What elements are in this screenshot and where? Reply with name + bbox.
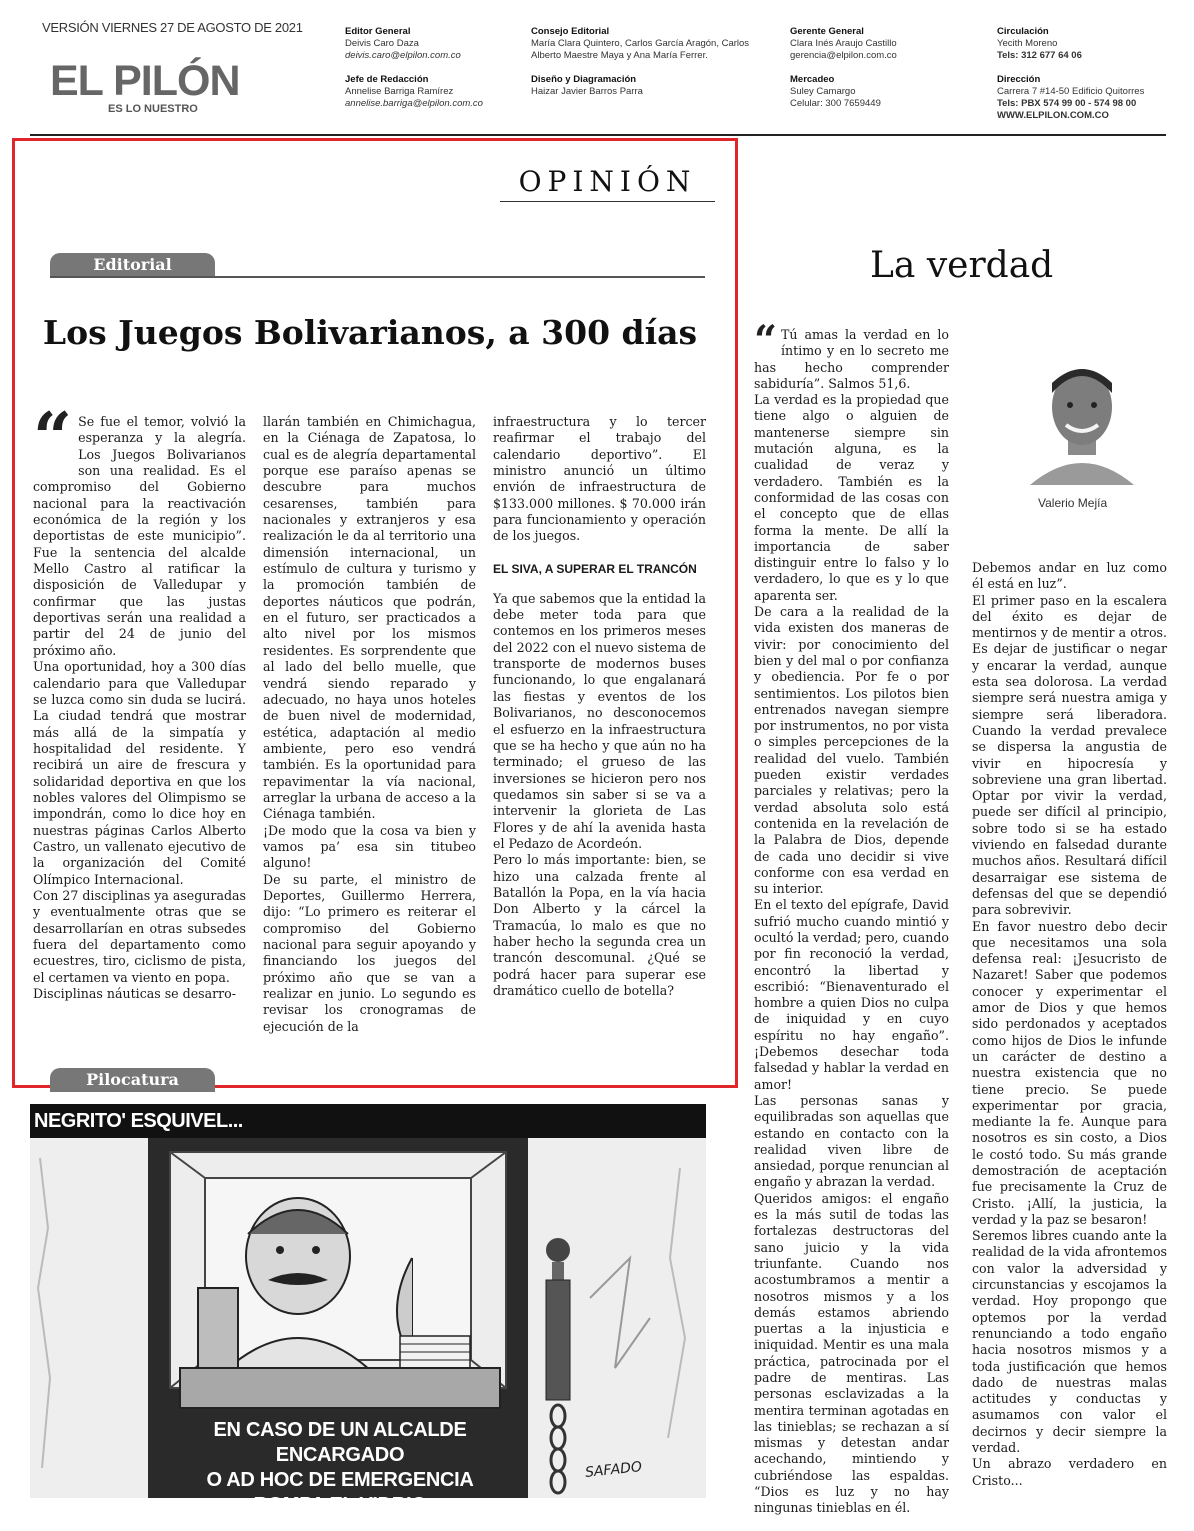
staff-names: María Clara Quintero, Carlos García Aragón, Carlos Alberto Maestre Maya y Ana María Ferrer.: [531, 38, 750, 61]
staff-name: Suley Camargo: [790, 86, 856, 97]
edition-date: VERSIÓN VIERNES 27 DE AGOSTO DE 2021: [42, 20, 303, 35]
author-photo: [1022, 345, 1142, 485]
cartoonist-signature: SAFADO: [584, 1459, 643, 1481]
tab-rule: [50, 276, 705, 278]
paragraph: llarán también en Chimichagua, en la Ciénaga de Zapatosa, lo cual es de alegría departamental porque ese paraíso apenas se descubre para muchos cesarenses, también para nacionales y extranjeros y esa realización le da al territorio una dimensión internacional, un estímulo de cultura y turismo y la promoción también de deportes náuticos que podrán, en el futuro, ser practicados a alto nivel por los mismos residentes. Es sorprendente que al lado del bello muelle, que vendrá siendo reparado y adecuado, no haya unos hoteles de buen nivel de modernidad, estética, adaptación al medio ambiente, pero eso vendrá también. Es la oportunidad para repavimentar la vía nacional, arreglar la urbana de acceso a la Ciénaga también.: [263, 414, 476, 822]
cartoon-caption-line: ROMPA EL VIDRIO: [253, 1494, 427, 1516]
newspaper-logo[interactable]: EL PILÓN: [50, 57, 240, 105]
staff-consejo: [531, 26, 756, 98]
staff-gerente: [790, 26, 980, 110]
paragraph: Tú amas la verdad en lo íntimo y en lo secreto me has hecho comprender sabiduría”. Salmos 51,6.: [754, 327, 949, 391]
staff-phone: Celular: 300 7659449: [790, 98, 881, 109]
paragraph: De su parte, el ministro de Deportes, Guillermo Herrera, dijo: “Lo primero es reiterar el compromiso del Gobierno nacional para seguir apoyando y financiando los juegos del próximo año que se van a realizar en junio. Lo segundo es revisar los cronogramas de ejecución de la: [263, 871, 476, 1034]
paragraph: infraestructura y lo tercer reafirmar el trabajo del calendario deportivo”. El ministro anunció un último envión de infraestructura de $133.000 millones. $ 70.000 irán para funcionamiento y operación de los juegos.: [493, 414, 706, 544]
paragraph: Con 27 disciplinas ya aseguradas y eventualmente otras que se desarrollarían en otras subsedes fuera del departamento como ecuestres, tiro, ciclismo de pista, el certamen va viento en popa.: [33, 887, 246, 985]
staff-role: Jefe de Redacción: [345, 74, 429, 85]
tab-pilocatura[interactable]: Pilocatura: [50, 1068, 215, 1092]
staff-phone: Tels: 312 677 64 06: [997, 50, 1082, 61]
staff-role: Mercadeo: [790, 74, 835, 85]
website-link[interactable]: WWW.ELPILON.COM.CO: [997, 110, 1109, 121]
staff-role: Circulación: [997, 26, 1049, 37]
paragraph: En favor nuestro debo decir que necesitamos una sola defensa real: ¡Jesucristo de Nazaret! Saber que podemos conocer y experimentar el amor de Dios y que hemos sido perdonados y aceptados como hijos de Dios le infunde un carácter de destino a nuestra existencia que no tiene precio. Se puede experimentar por gracia, mediante la fe. Aunque para nosotros es sin costo, a Dios le costó todo. Su más grande demostración de aceptación fue precisamente la Cruz de Cristo. ¡Allí, la justicia, la verdad y la paz se besaron!: [972, 918, 1167, 1227]
staff-name: Yecith Moreno: [997, 38, 1058, 49]
cartoon-caption-line: O AD HOC DE EMERGENCIA: [206, 1469, 474, 1491]
editorial-headline: Los Juegos Bolivarianos, a 300 días: [42, 313, 698, 352]
staff-name: Clara Inés Araujo Castillo: [790, 38, 897, 49]
cartoon-band: NEGRITO' ESQUIVEL...: [30, 1104, 706, 1138]
column-title: La verdad: [870, 245, 1054, 286]
staff-role: Diseño y Diagramación: [531, 74, 637, 85]
staff-email[interactable]: gerencia@elpilon.com.co: [790, 50, 897, 61]
paragraph: Disciplinas náuticas se desarro-: [33, 986, 237, 1002]
staff-role: Gerente General: [790, 26, 864, 37]
paragraph: Debemos andar en luz como él está en luz”.: [972, 560, 1167, 592]
paragraph: Una oportunidad, hoy a 300 días calendario para que Valledupar se luzca como sin duda se lucirá. La ciudad tendrá que mostrar más allá de la simpatía y hospitalidad del residente. Y recibirá un aire de frescura y solidaridad deportiva en que los nobles valores del Olimpismo se impondrán, como lo dice hoy en nuestras páginas Carlos Alberto Castro, un vallenato ejecutivo de la organización del Comité Olímpico Internacional.: [33, 659, 246, 887]
staff-email[interactable]: annelise.barriga@elpilon.com.co: [345, 98, 483, 109]
staff-role: Editor General: [345, 26, 411, 37]
staff-phone: Tels: PBX 574 99 00 - 574 98 00: [997, 98, 1137, 109]
paragraph: Un abrazo verdadero en Cristo...: [972, 1456, 1167, 1488]
paragraph: Las personas sanas y equilibradas son aquellas que estando en contacto con la realidad viven libre de ansiedad, porque renuncian al engaño y abrazan la verdad.: [754, 1092, 949, 1190]
paragraph: La verdad es la propiedad que tiene algo o alguien de mantenerse siempre sin mutación alguna, es la cualidad de veraz y verdadero. También es la conformidad de las cosas con el concepto que de ellas forma la mente. De allí la importancia de saber distinguir entre lo falso y lo verdadero, lo que es y lo que aparenta ser.: [754, 392, 949, 603]
paragraph: Seremos libres cuando ante la realidad de la vida afrontemos con valor la adversidad y circunstancias y escojamos la verdad. Hoy propongo que optemos por la verdad renunciando a todo engaño hacia nosotros mismos y a toda justificación que hemos dado de nuestras malas actitudes y conductas y asumamos con valor el decirnos y decir siempre la verdad.: [972, 1228, 1167, 1456]
staff-name: Deivis Caro Daza: [345, 38, 419, 49]
section-title: OPINIÓN: [500, 162, 715, 202]
editorial-column-3: [493, 414, 706, 999]
paragraph: Se fue el temor, volvió la esperanza y la alegría. Los Juegos Bolivarianos son una realidad. Es el compromiso del Gobierno nacional para la reactivación económica de la región y los deportistas de este municipio”. Fue la sentencia del alcalde Mello Castro al ratificar la disposición de Valledupar y confirmar que las justas deportivas serán una realidad a partir del 24 de junio del próximo año.: [33, 414, 246, 658]
staff-name: Haizar Javier Barros Parra: [531, 86, 643, 97]
author-name: Valerio Mejía: [1038, 496, 1108, 510]
quote-mark-icon: “: [754, 317, 778, 364]
staff-name: Annelise Barriga Ramírez: [345, 86, 454, 97]
column-text-1: [754, 317, 949, 1517]
column-text-2: [972, 560, 1167, 1489]
paragraph: Pero lo más importante: bien, se hizo una calzada frente al Batallón la Popa, en la vía hacia Don Alberto y la cárcel la Tramacúa, lo malo es que no haber hecho la segunda crea un trancón descomunal. ¿Qué se podrá hacer para superar ese dramático cuello de botella?: [493, 852, 706, 998]
cartoon-caption: [150, 1418, 530, 1518]
paragraph: En el texto del epígrafe, David sufrió mucho cuando mintió y ocultó la verdad; pero, cuando por fin reconoció la verdad, encontró la libertad y escribió: “Bienaventurado el hombre a quien Dios no culpa de iniquidad y en cuyo espíritu no hay engaño”. ¡Debemos desechar toda falsedad y hablar la verdad en amor!: [754, 897, 949, 1092]
editorial-column-2: [263, 414, 476, 1035]
tab-editorial[interactable]: Editorial: [50, 253, 215, 277]
paragraph: ¡De modo que la cosa va bien y vamos pa’ esa sin titubeo alguno!: [263, 822, 476, 871]
staff-address: Carrera 7 #14-50 Edificio Quitorres: [997, 86, 1145, 97]
staff-role: Dirección: [997, 74, 1041, 85]
staff-role: Consejo Editorial: [531, 26, 610, 37]
newspaper-slogan: ES LO NUESTRO: [108, 103, 198, 115]
paragraph: De cara a la realidad de la vida existen dos maneras de vivir: por conocimiento del bien y del mal o por confianza y obediencia. Por fe o por sentimientos. Los pilotos bien entrenados navegan siempre por instrumentos, no por vista o simples percepciones de la realidad del vuelo. También pueden existir verdades parciales y relativas; pero la verdad absoluta solo está contenida en la revelación de la Palabra de Dios, depende de cada uno decidir si vive conforme con esa verdad en su interior.: [754, 604, 949, 897]
quote-mark-icon: “: [33, 398, 73, 478]
staff-circulacion: [997, 26, 1167, 122]
paragraph: Ya que sabemos que la entidad la debe meter toda para que contemos en los primeros meses del 2022 con el nuevo sistema de transporte de modernos buses funcionando, lo que engalanará las fiestas y eventos de los Bolivarianos, no desconocemos el esfuerzo en la infraestructura que se ha hecho y que aún no ha terminado; el grueso de las inversiones se hicieron pero nos quedamos sin saber si se va a intervenir la glorieta de Las Flores y de ahí la avenida hasta el Pedazo de Acordeón.: [493, 590, 706, 851]
masthead: [30, 18, 1166, 136]
subheading: EL SIVA, A SUPERAR EL TRANCÓN: [493, 561, 697, 576]
staff-email[interactable]: deivis.caro@elpilon.com.co: [345, 50, 461, 61]
staff-editor: [345, 26, 520, 110]
cartoon-caption-line: EN CASO DE UN ALCALDE ENCARGADO: [213, 1419, 467, 1466]
editorial-column-1: [33, 398, 246, 1002]
paragraph: El primer paso en la escalera del éxito es dejar de mentirnos y de mentir a otros. Es dejar de justificar o negar y encarar la verdad, aunque esta sea dolorosa. La verdad siempre será nuestra amiga y siempre será liberadora. Cuando la verdad prevalece se dispersa la angustia de vivir en hipocresía y sobreviene una gran libertad. Optar por vivir la verdad, puede ser difícil al principio, sobre todo si se ha estado viviendo en falsedad durante muchos años. Resultará difícil desarraigar ese sistema de defensas del que se dependió para sobrevivir.: [972, 592, 1167, 918]
paragraph: Queridos amigos: el engaño es la más sutil de todas las fortalezas destructoras del sano juicio y la vida triunfante. Cuando nos acostumbramos a mentir a nosotros mismos y a los demás estamos abriendo puertas a la injusticia e iniquidad. Mentir es una mala práctica, patrocinada por el padre de mentiras. Las personas esclavizadas a la mentira terminan agotadas en las tinieblas; se rechazan a sí mismas y detestan andar acechando, mintiendo y cubriéndose las espaldas. “Dios es luz y no hay ningunas tinieblas en él.: [754, 1190, 949, 1516]
